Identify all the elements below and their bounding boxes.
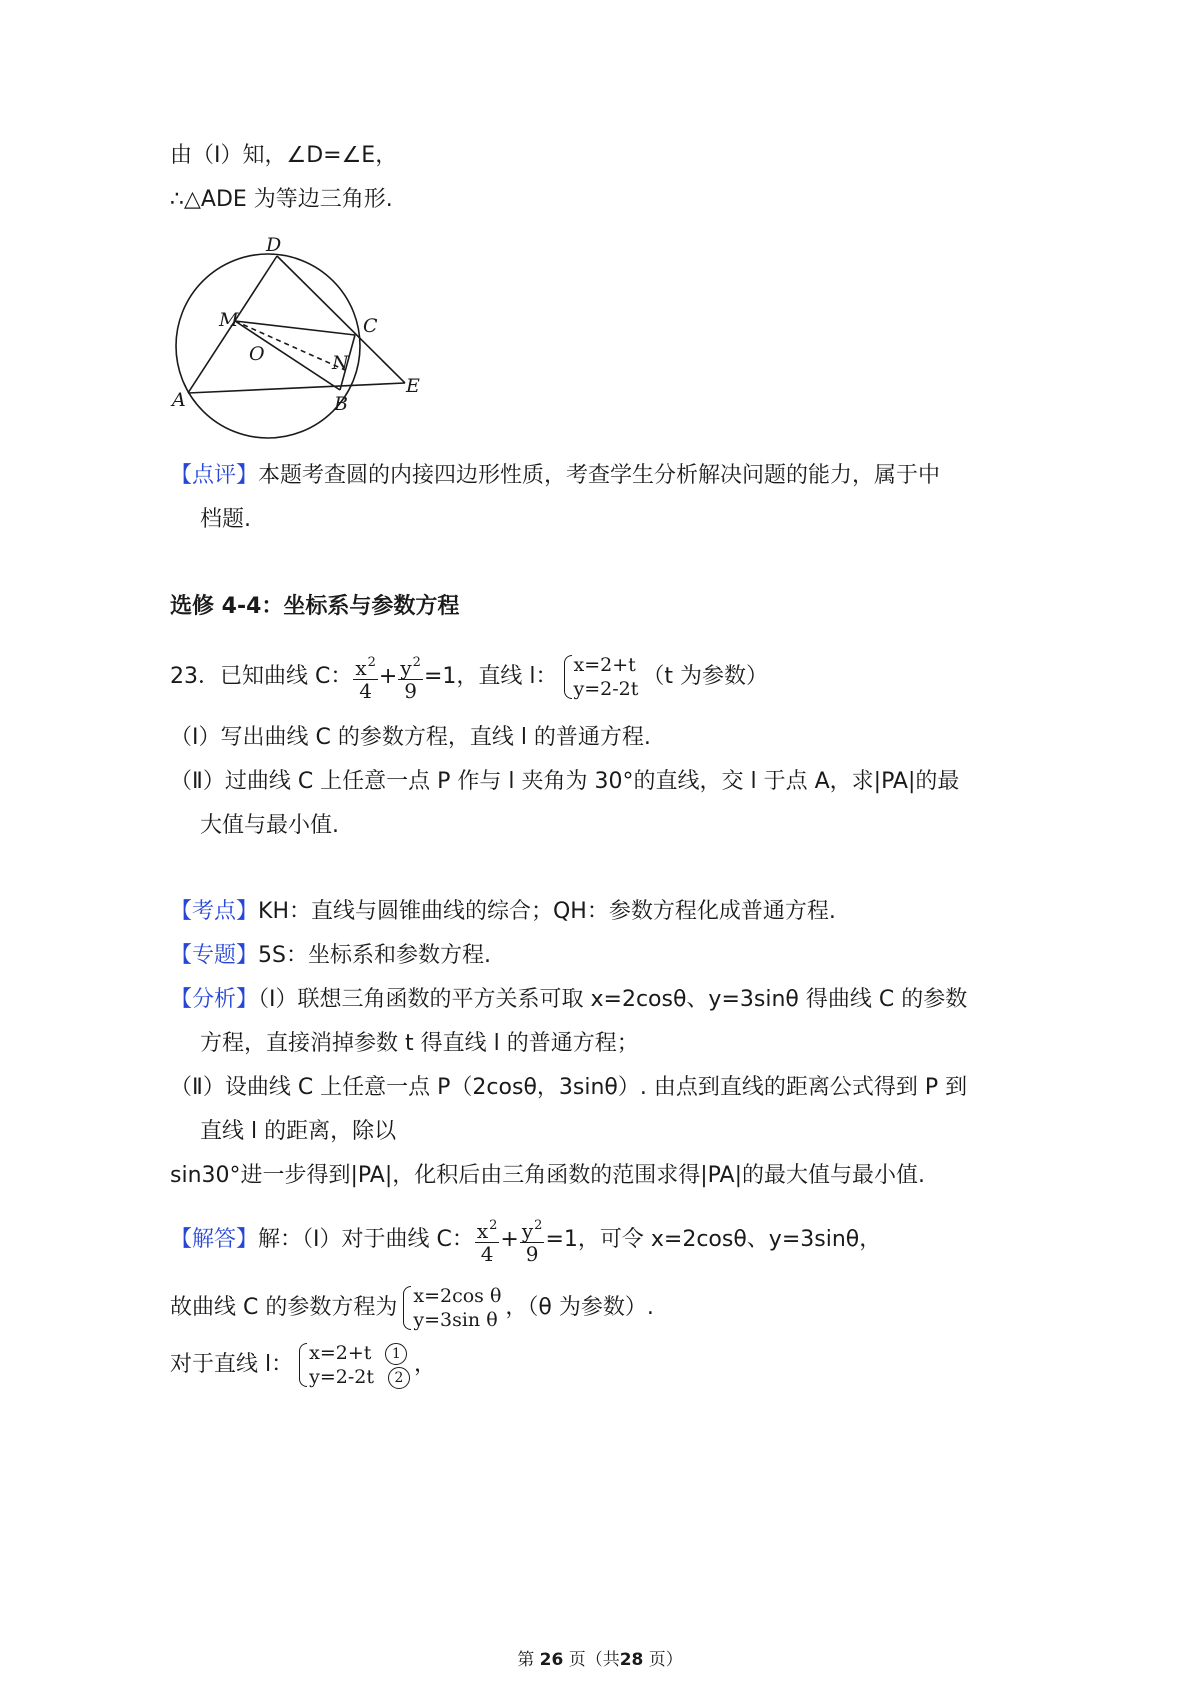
fraction-y2-over-9: $\frac{y^2}{9}$ [398, 652, 423, 702]
fraction-y2-over-9: $\frac{y^2}{9}$ [520, 1215, 545, 1265]
page-number: 26 [539, 1650, 564, 1670]
fenxi-line: 【分析】（Ⅰ）联想三角函数的平方关系可取 x=2cosθ、y=3sinθ 得曲线 C 的参数 [170, 987, 968, 1012]
jieda-tag: 【解答】 [170, 1227, 259, 1252]
question-part-2: 大值与最小值. [200, 813, 339, 838]
jieda-line: 【解答】解：（Ⅰ）对于曲线 C： $\frac{x^2}{4}$ + $\frac{y^2}{9}$ =1，可令 x=2cosθ、y=3sinθ， [170, 1214, 881, 1266]
total-pages: 28 [619, 1650, 644, 1670]
kaodian-line: 【考点】KH：直线与圆锥曲线的综合；QH：参数方程化成普通方程. [170, 899, 836, 924]
q23-number: 23．已知曲线 C： [170, 664, 353, 689]
segment-ae [188, 383, 405, 393]
line-l-equation: 对于直线 l： x=2+t 1 y=2-2t 2 ， [170, 1342, 437, 1388]
label-c: C [363, 315, 378, 337]
review-text: 本题考查圆的内接四边形性质，考查学生分析解决问题的能力，属于中 [258, 463, 941, 488]
review-tag: 【点评】 [170, 463, 259, 488]
line-l-numbered-system: x=2+t 1 y=2-2t 2 [297, 1341, 410, 1389]
zhuanti-line: 【专题】5S：坐标系和参数方程. [170, 943, 491, 968]
label-m: M [219, 309, 239, 331]
section-title: 选修 4-4：坐标系与参数方程 [170, 594, 460, 619]
review-line: 档题. [200, 507, 251, 532]
fenxi-line: 直线 l 的距离，除以 [200, 1119, 397, 1144]
geometry-figure [165, 232, 445, 442]
fenxi-line: 方程，直接消掉参数 t 得直线 l 的普通方程； [200, 1031, 639, 1056]
curve-c-param-system: x=2cos θ y=3sin θ [401, 1284, 501, 1332]
page-footer: 第 26 页（共28 页） [517, 1650, 683, 1670]
label-n: N [332, 352, 349, 374]
question-part-1: （Ⅰ）写出曲线 C 的参数方程，直线 l 的普通方程. [170, 725, 651, 750]
circled-number: 1 [385, 1343, 407, 1365]
line-l-system: x=2+t y=2-2t [562, 653, 639, 701]
label-a: A [172, 389, 186, 411]
fenxi-line: sin30°进一步得到|PA|，化积后由三角函数的范围求得|PA|的最大值与最小值. [170, 1163, 925, 1188]
review-line [170, 461, 940, 491]
text-line: 由（Ⅰ）知，∠D=∠E， [170, 143, 398, 168]
label-o: O [249, 343, 265, 365]
circled-number: 2 [388, 1367, 410, 1389]
fenxi-tag: 【分析】 [170, 987, 259, 1012]
fraction-x2-over-4: $\frac{x^2}{4}$ [353, 652, 378, 702]
text-line: ∴△ADE 为等边三角形. [170, 187, 393, 212]
label-b: B [334, 393, 348, 415]
kaodian-tag: 【考点】 [170, 899, 259, 924]
circle-o [176, 254, 360, 438]
zhuanti-tag: 【专题】 [170, 943, 259, 968]
param-equation-line: 故曲线 C 的参数方程为 x=2cos θ y=3sin θ ，（θ 为参数）. [170, 1285, 654, 1331]
fraction-x2-over-4: $\frac{x^2}{4}$ [475, 1215, 500, 1265]
label-d: D [266, 234, 282, 256]
question-part-2: （Ⅱ）过曲线 C 上任意一点 P 作与 l 夹角为 30°的直线，交 l 于点 A，求|PA|的最 [170, 769, 960, 794]
fenxi-line: （Ⅱ）设曲线 C 上任意一点 P（2cosθ，3sinθ）. 由点到直线的距离公式得到 P 到 [170, 1075, 968, 1100]
question-23: 23．已知曲线 C： $\frac{x^2}{4}$ + $\frac{y^2}{9}$ =1，直线 l： x=2+t y=2-2t （t 为参数） [170, 654, 769, 703]
label-e: E [406, 375, 420, 397]
